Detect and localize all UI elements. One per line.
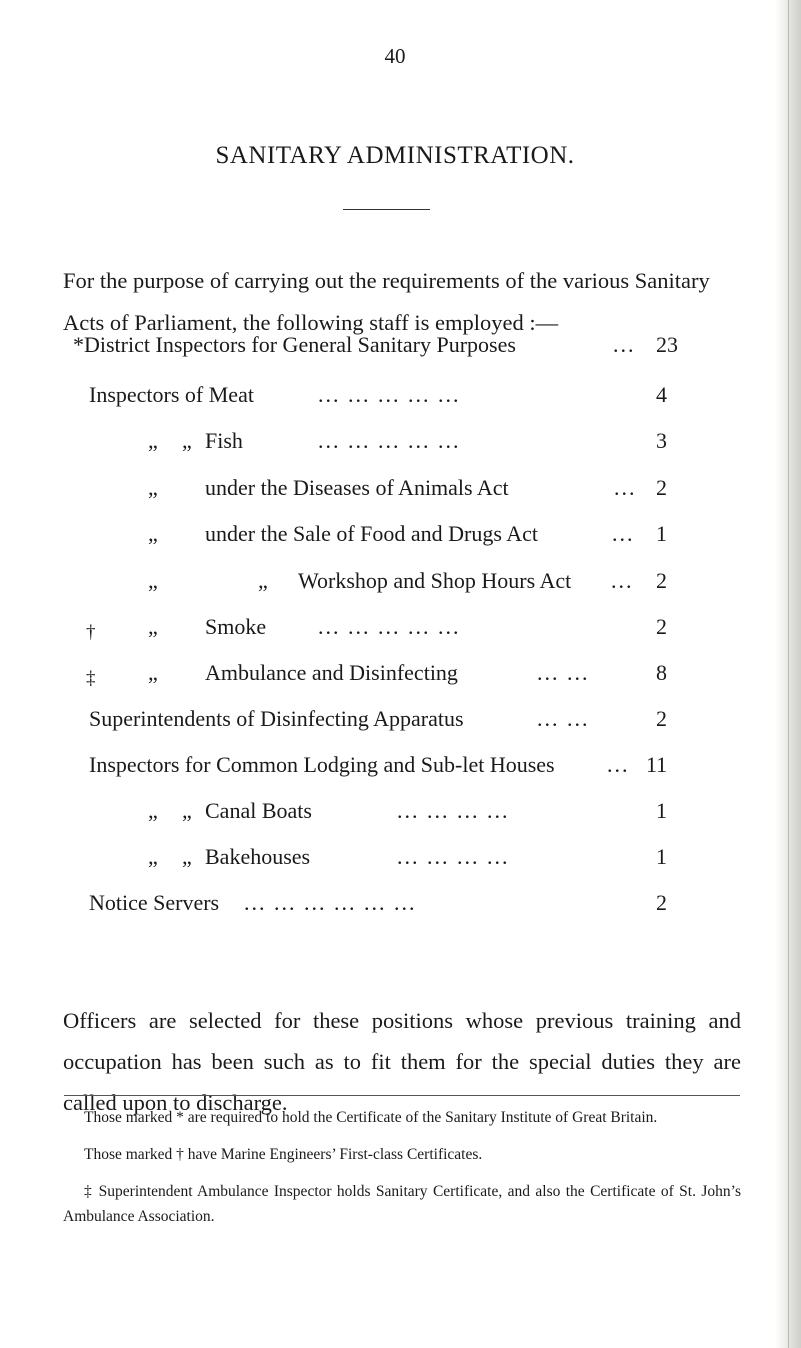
staff-row <box>0 752 801 792</box>
leader-dots: ... <box>613 332 636 357</box>
staff-label: Notice Servers <box>89 890 220 915</box>
staff-count: 2 <box>656 890 667 915</box>
staff-count: 23 <box>656 332 678 357</box>
staff-row <box>0 382 801 422</box>
body-paragraph: Officers are selected for these positions whose previous training and occupation has been such as to fit them for the special duties they are called upon to discharge. <box>63 1008 741 1115</box>
leader-dots: ... <box>614 475 637 500</box>
leader-dots: ... ... ... ... ... ... <box>244 890 417 915</box>
page-title: SANITARY ADMINISTRATION. <box>215 142 575 169</box>
leader-dots: ... ... ... ... <box>397 844 510 869</box>
staff-count: 2 <box>656 475 667 500</box>
ditto-mark: „ <box>148 475 158 500</box>
page-number: 40 <box>384 44 406 68</box>
ditto-mark: „ <box>258 568 268 593</box>
staff-label: Fish <box>205 428 243 453</box>
footnote-rule <box>64 1095 740 1096</box>
staff-row <box>0 660 801 700</box>
leader-dots: ... ... <box>537 706 590 731</box>
ditto-mark: „ <box>148 568 158 593</box>
staff-count: 1 <box>656 844 667 869</box>
ditto-mark: „ <box>148 428 158 453</box>
staff-count: 11 <box>646 752 668 777</box>
staff-count: 2 <box>656 614 667 639</box>
staff-count: 1 <box>656 521 667 546</box>
staff-count: 2 <box>656 706 667 731</box>
staff-label: Canal Boats <box>205 798 312 823</box>
staff-row <box>0 798 801 838</box>
leader-dots: ... ... ... ... <box>397 798 510 823</box>
staff-count: 1 <box>656 798 667 823</box>
staff-row <box>0 475 801 515</box>
footnotes <box>63 1105 741 1241</box>
leader-dots: ... ... ... ... ... <box>318 614 461 639</box>
leader-dots: ... <box>612 521 635 546</box>
staff-row <box>0 521 801 561</box>
staff-count: 2 <box>656 568 667 593</box>
double-dagger-mark: ‡ <box>86 668 96 689</box>
leader-dots: ... ... <box>537 660 590 685</box>
leader-dots: ... <box>607 752 630 777</box>
ditto-mark: „ <box>148 521 158 546</box>
staff-count: 8 <box>656 660 667 685</box>
staff-label: under the Sale of Food and Drugs Act <box>205 521 538 546</box>
staff-label: Workshop and Shop Hours Act <box>298 568 572 593</box>
staff-row <box>0 706 801 746</box>
staff-row <box>0 844 801 884</box>
staff-label: *District Inspectors for General Sanitary Purposes <box>73 332 516 357</box>
staff-row <box>0 890 801 930</box>
staff-label: Inspectors of Meat <box>89 382 254 407</box>
staff-label: Inspectors for Common Lodging and Sub-let Houses <box>89 752 555 777</box>
ditto-mark: „ <box>148 798 158 823</box>
ditto-mark: „ <box>182 798 192 823</box>
staff-row <box>0 614 801 654</box>
ditto-mark: „ <box>148 844 158 869</box>
dagger-mark: † <box>86 622 96 643</box>
leader-dots: ... ... ... ... ... <box>318 428 461 453</box>
staff-row <box>0 568 801 608</box>
staff-label: Bakehouses <box>205 844 311 869</box>
ditto-mark: „ <box>148 614 158 639</box>
footnote-dagger: Those marked † have Marine Engineers’ First-class Certificates. <box>84 1146 483 1163</box>
staff-count: 4 <box>656 382 667 407</box>
footnote-double-dagger: ‡ Superintendent Ambulance Inspector holds Sanitary Certificate, and also the Certificate of St. John’s Ambulance Association. <box>63 1183 741 1225</box>
staff-label: Smoke <box>205 614 267 639</box>
staff-row <box>0 428 801 468</box>
footnote-asterisk: Those marked * are required to hold the Certificate of the Sanitary Institute of Great Britain. <box>84 1109 658 1126</box>
staff-label: Ambulance and Disinfecting <box>205 660 458 685</box>
intro-paragraph: For the purpose of carrying out the requirements of the various Sanitary Acts of Parliament, the following staff is employed :— <box>63 268 710 335</box>
ditto-mark: „ <box>148 660 158 685</box>
ditto-mark: „ <box>182 844 192 869</box>
staff-row <box>0 332 801 372</box>
staff-label: Superintendents of Disinfecting Apparatus <box>89 706 464 731</box>
leader-dots: ... <box>611 568 634 593</box>
leader-dots: ... ... ... ... ... <box>318 382 461 407</box>
title-rule <box>343 209 430 210</box>
ditto-mark: „ <box>182 428 192 453</box>
staff-label: under the Diseases of Animals Act <box>205 475 509 500</box>
staff-count: 3 <box>656 428 667 453</box>
